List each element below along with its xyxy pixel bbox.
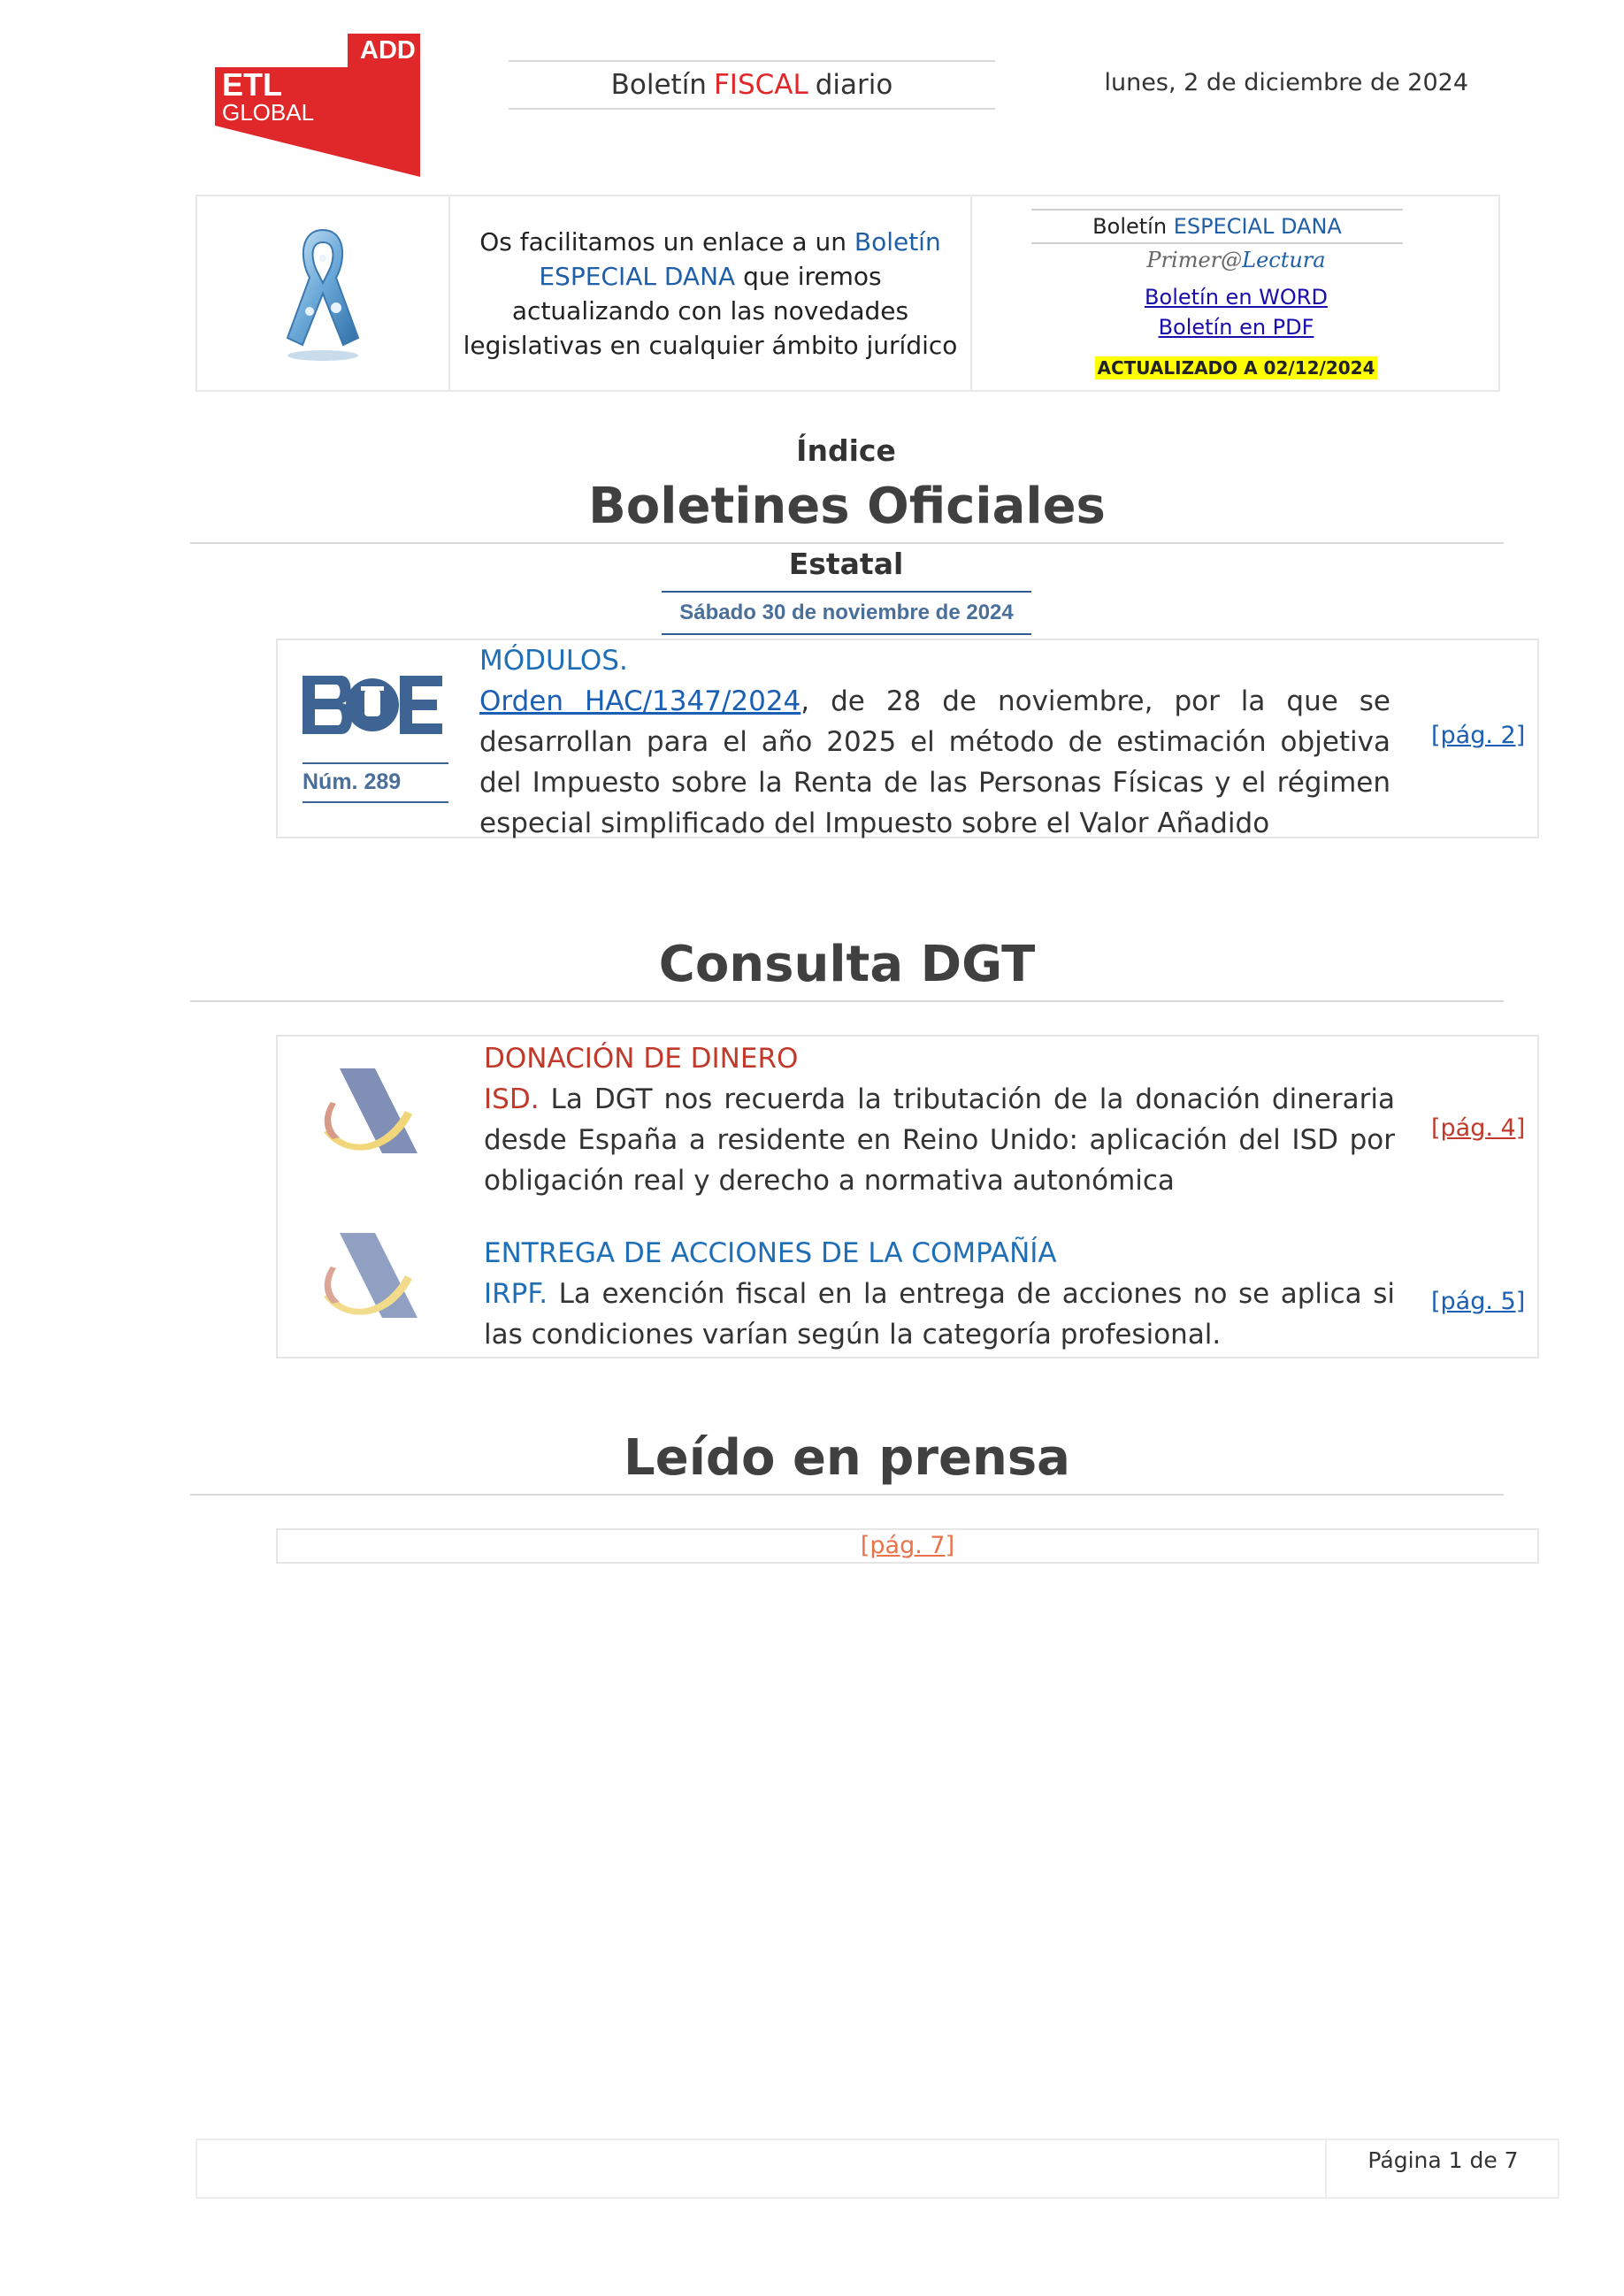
- dana-banner: [195, 195, 1500, 392]
- dgt-entry-text: [484, 1038, 1395, 1201]
- logo-add-text: ADD: [360, 36, 416, 65]
- dana-links-title-accent: ESPECIAL DANA: [1173, 214, 1342, 239]
- section-title-prensa: Leído en prensa: [190, 1429, 1504, 1496]
- page-number: Página 1 de 7: [1367, 2147, 1519, 2173]
- agencia-tributaria-icon: [320, 1068, 417, 1157]
- dana-announcement: [450, 196, 972, 390]
- section-title-boletines: Boletines Oficiales: [190, 478, 1504, 544]
- primer-b: Lectura: [1242, 248, 1326, 272]
- dgt-entry-description: La exención fiscal en la entrega de acciones no se aplica si las condiciones varían según la categoría profesional.: [484, 1278, 1395, 1351]
- dgt-entry-kicker: DONACIÓN DE DINERO: [484, 1043, 799, 1075]
- word-download-link[interactable]: Boletín en WORD: [1145, 285, 1328, 310]
- etl-global-logo: [215, 34, 423, 177]
- boe-date-bar: Sábado 30 de noviembre de 2024: [662, 591, 1031, 635]
- ribbon-cell: [197, 196, 450, 390]
- dgt-entry-tag: ISD.: [484, 1083, 540, 1115]
- dgt-entries-box: [276, 1035, 1539, 1358]
- dgt-entry-kicker: ENTREGA DE ACCIONES DE LA COMPAÑÍA: [484, 1237, 1057, 1269]
- logo-global-text: GLOBAL: [222, 99, 315, 126]
- bulletin-title: [509, 60, 995, 110]
- pdf-download-link[interactable]: Boletín en PDF: [1158, 315, 1314, 340]
- prensa-box: [276, 1528, 1539, 1564]
- primer-a: Primer@: [1146, 248, 1243, 272]
- boe-entry-text: [479, 640, 1390, 844]
- boe-entry-description: , de 28 de noviembre, por la que se desarrollan para el año 2025 el método de estimación objetiva del Impuesto sobre la Renta de las Personas Físicas y el régimen especial simplificado del Impuesto sobre el Valor Añadido: [479, 685, 1390, 839]
- dana-links-title-pre: Boletín: [1092, 214, 1168, 239]
- page-footer: [195, 2139, 1559, 2199]
- dgt-page-link-4[interactable]: [pág. 4]: [1431, 1114, 1526, 1142]
- dgt-page-link-5[interactable]: [pág. 5]: [1431, 1288, 1526, 1315]
- dana-announcement-text: [461, 225, 960, 363]
- dana-links-title: [1031, 209, 1403, 244]
- dana-special-link[interactable]: Boletín ESPECIAL DANA: [539, 226, 941, 291]
- dana-links-cell: [972, 196, 1500, 390]
- primera-lectura-label: [972, 248, 1500, 272]
- logo-etl-text: ETL: [222, 66, 282, 103]
- updated-badge: [972, 357, 1500, 379]
- updated-text: ACTUALIZADO A 02/12/2024: [1097, 357, 1375, 379]
- dana-text-post: que iremos actualizando con las novedades legislativas en cualquier ámbito jurídico: [463, 261, 958, 360]
- bulletin-date: lunes, 2 de diciembre de 2024: [1104, 69, 1468, 96]
- index-heading: Índice: [796, 433, 896, 468]
- dgt-entry-tag: IRPF.: [484, 1278, 548, 1310]
- agencia-tributaria-icon: [320, 1233, 417, 1321]
- dgt-entry-text: [484, 1233, 1395, 1355]
- orden-hac-link[interactable]: Orden HAC/1347/2024: [479, 685, 801, 717]
- awareness-ribbon-icon: [274, 223, 372, 364]
- section-title-dgt: Consulta DGT: [190, 936, 1504, 1002]
- bulletin-title-accent: FISCAL: [713, 69, 808, 101]
- dgt-entry-description: La DGT nos recuerda la tributación de la donación dineraria desde España a residente en Reino Unido: aplicación del ISD por obligación real y derecho a normativa autonómica: [484, 1083, 1395, 1197]
- boe-issue-number: Núm. 289: [303, 762, 448, 803]
- boe-entries-box: [276, 639, 1539, 838]
- bulletin-title-pre: Boletín: [610, 69, 707, 101]
- subsection-estatal: Estatal: [788, 547, 904, 581]
- boe-logo-icon: [303, 676, 442, 734]
- bulletin-title-post: diario: [815, 69, 893, 101]
- prensa-page-link[interactable]: [pág. 7]: [860, 1532, 955, 1559]
- boe-entry-kicker: MÓDULOS.: [479, 645, 628, 677]
- dana-text-pre: Os facilitamos un enlace a un: [479, 226, 846, 256]
- boe-page-link[interactable]: [pág. 2]: [1431, 722, 1526, 749]
